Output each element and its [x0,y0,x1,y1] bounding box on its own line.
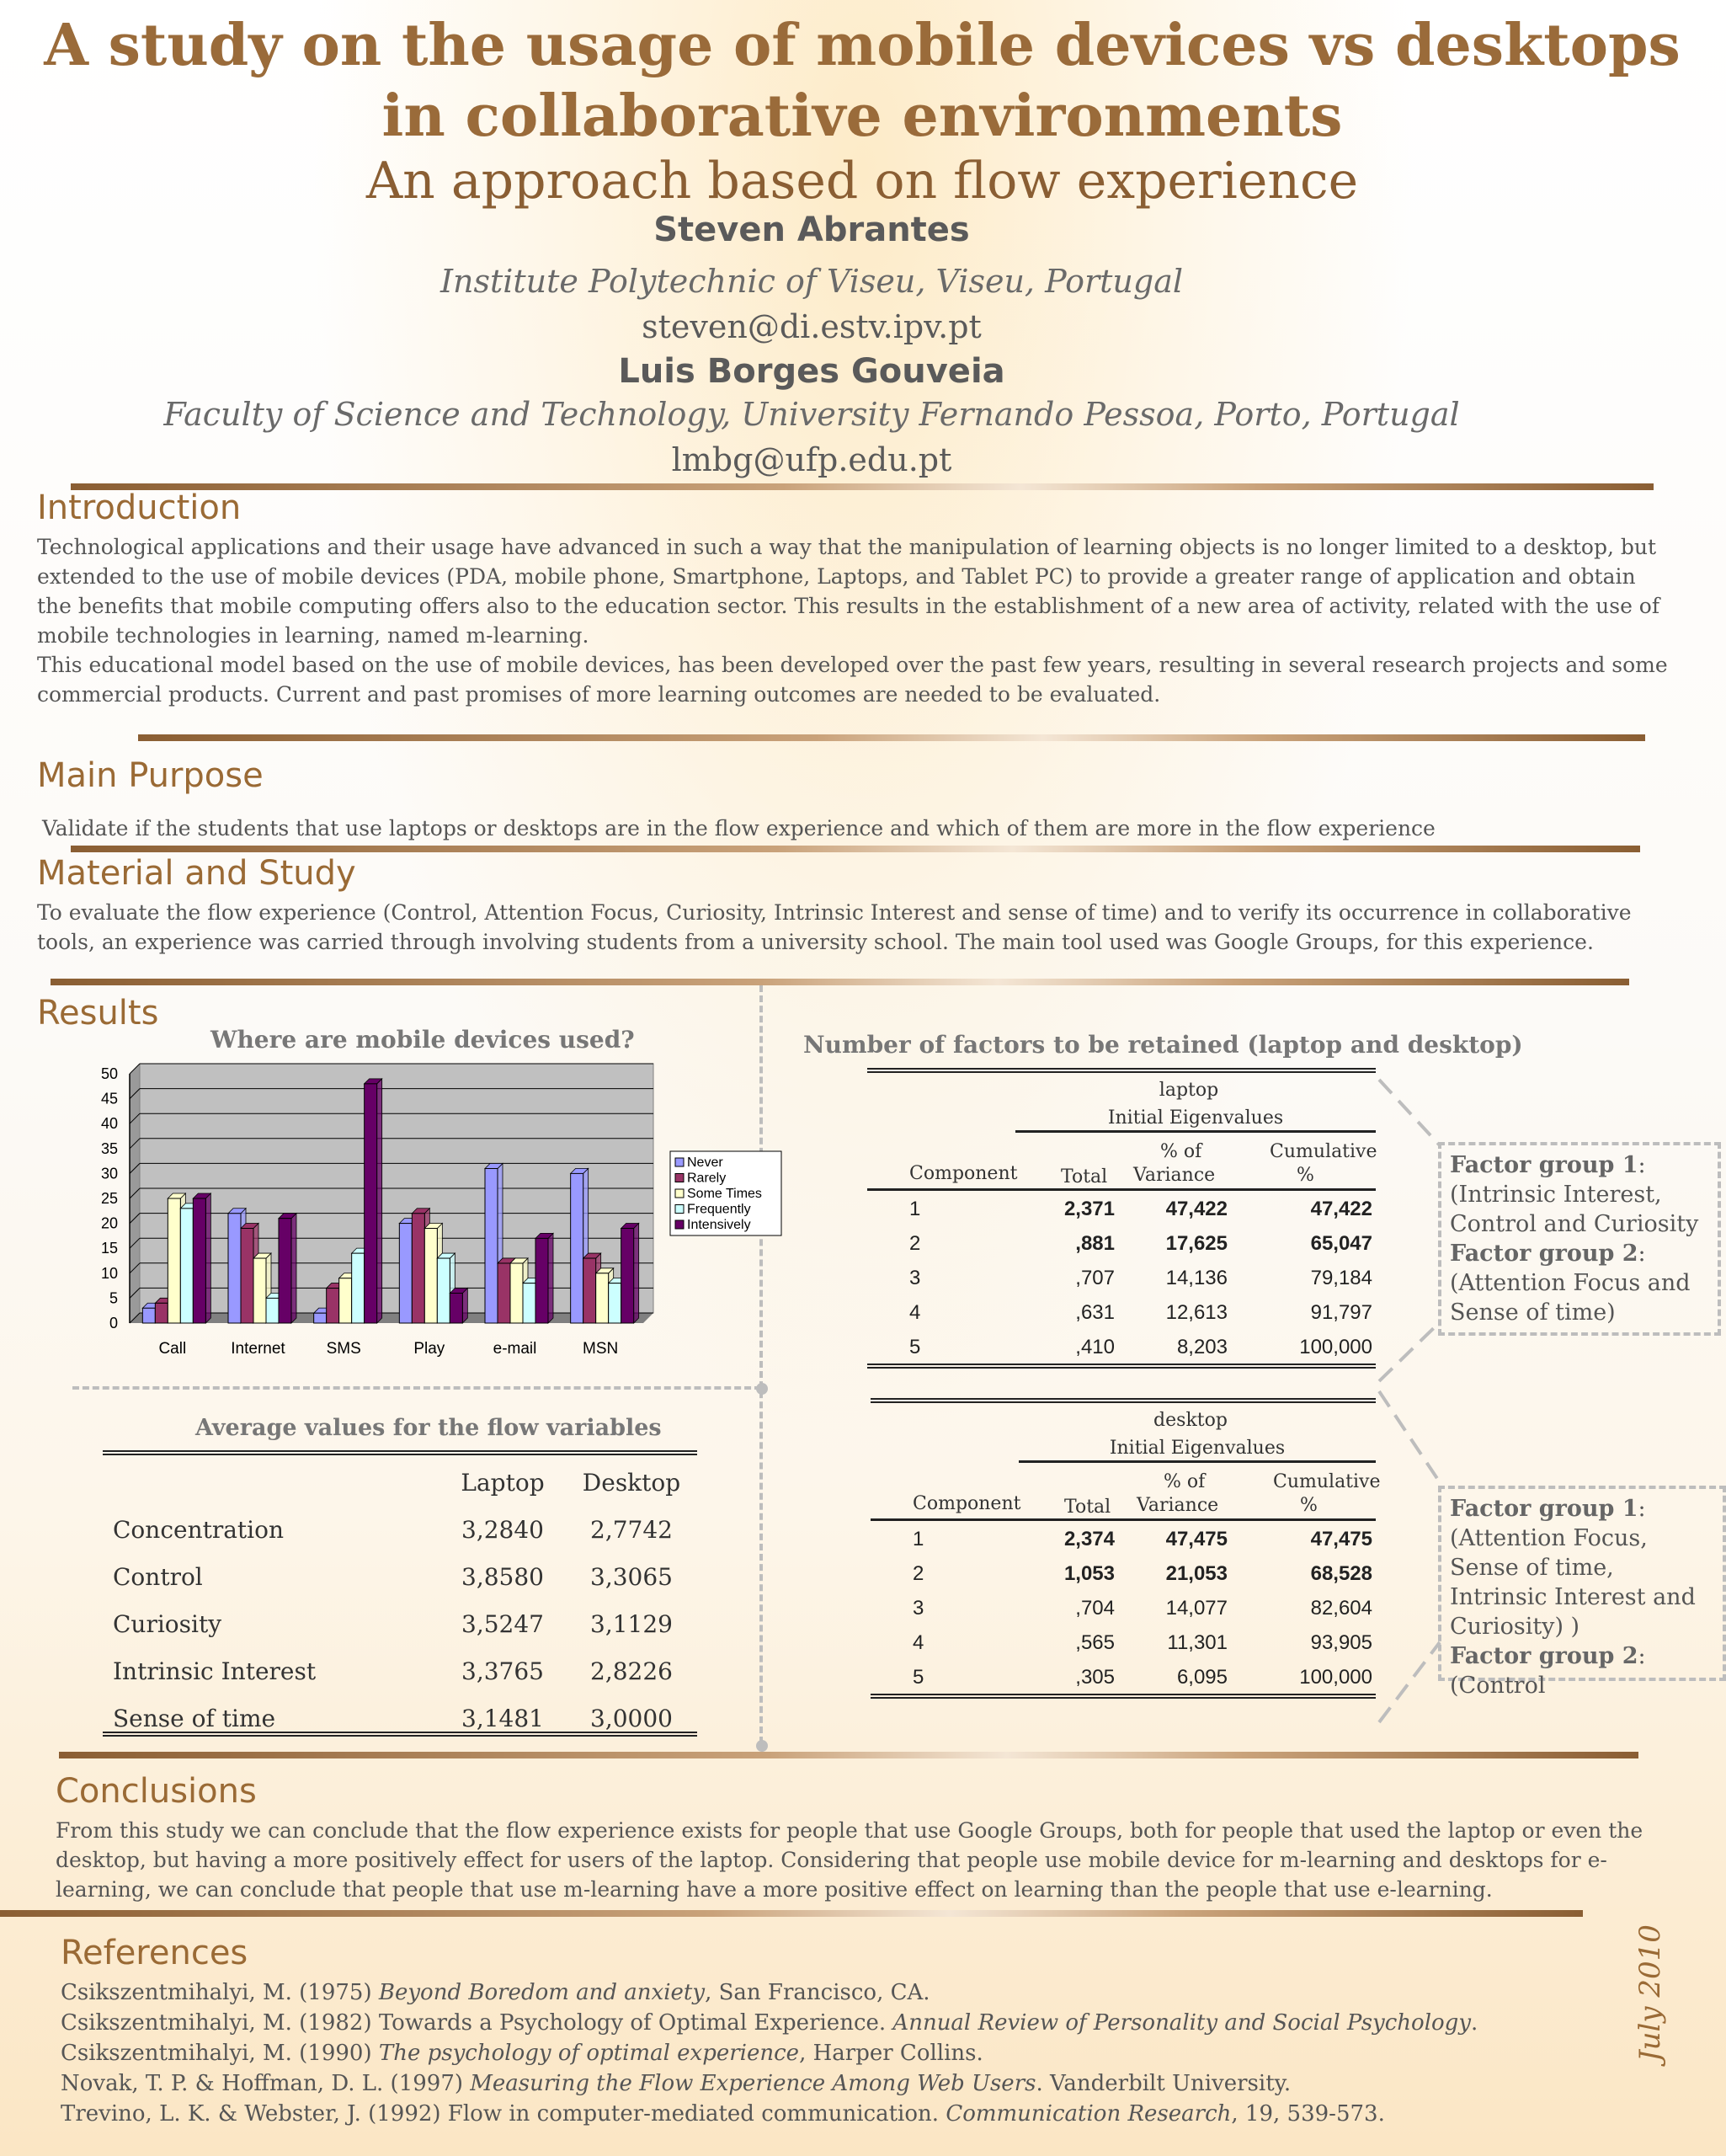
laptop-row-total: ,707 [1075,1267,1115,1289]
bar-side [462,1288,467,1323]
reference-work: Beyond Boredom and anxiety [378,1980,706,2005]
desktop-table-bottom-rule [871,1694,1376,1699]
x-category-label: MSN [583,1340,619,1358]
author-2-name: Luis Borges Gouveia [618,352,1005,391]
laptop-row-component: 1 [909,1198,921,1220]
desktop-table-top-rule [871,1398,1376,1403]
bar-intensively-e-mail [535,1238,548,1323]
material-study-text: To evaluate the flow experience (Control, Attention Focus, Curiosity, Intrinsic Interest and sense of time) and to verify its occurrence in collaborative tools, an experience was carried through involving students from a university school. The main tool used was Google Groups, for this experience. [37,900,1632,954]
y-tick-label: 15 [100,1240,118,1257]
connector-line [1379,1642,1440,1722]
conclusions-heading: Conclusions [56,1772,257,1811]
flow-row-desktop: 2,8226 [590,1657,673,1685]
laptop-factor-group-2: Factor group 2: [1450,1241,1646,1267]
laptop-row-component: 4 [909,1301,921,1324]
desktop-row-component: 1 [913,1528,924,1550]
laptop-factor-group-1: Factor group 1: [1450,1152,1646,1178]
reference-details: , San Francisco, CA. [705,1980,930,2005]
laptop-col-cum-2: % [1297,1165,1314,1186]
legend-label: Rarely [687,1171,727,1186]
bar-side [377,1079,382,1323]
flow-row-desktop: 3,0000 [590,1704,673,1732]
laptop-table-row [867,1294,1376,1329]
references-heading: References [61,1934,248,1972]
flow-table-empty-header [103,1459,439,1506]
flow-row-laptop: 3,8580 [461,1562,544,1591]
references-list [61,1977,1618,2129]
desktop-table-row [871,1556,1376,1590]
desktop-factor-group-1: Factor group 1: [1450,1496,1646,1522]
bar-rarely-call [155,1303,168,1323]
desktop-table-row [871,1590,1376,1625]
flow-row-label: Concentration [113,1515,285,1544]
laptop-col-pct-2: Variance [1133,1165,1216,1186]
y-tick-label: 5 [109,1289,118,1307]
bar-frequently-e-mail [523,1283,535,1323]
laptop-factor-group-2-text: (Attention Focus and Sense of time) [1450,1270,1691,1326]
laptop-table-row [867,1225,1376,1260]
author-2-affiliation: Faculty of Science and Technology, University Fernando Pessoa, Porto, Portugal [163,396,1460,433]
laptop-row-cum: 91,797 [1310,1301,1372,1324]
desktop-table-row [871,1659,1376,1694]
bar-never-e-mail [485,1168,498,1323]
desktop-row-pct: 47,475 [1165,1528,1228,1550]
author-1-email: steven@di.estv.ipv.pt [642,308,982,345]
flow-row-label: Curiosity [113,1609,222,1638]
flow-row-label: Control [113,1562,203,1591]
main-purpose-heading: Main Purpose [37,756,264,795]
flow-row-laptop: 3,5247 [461,1609,544,1638]
poster-date: July 2010 [1633,1924,1667,2062]
x-category-label: e-mail [493,1340,537,1358]
main-purpose-text: Validate if the students that use laptops or desktops are in the flow experience and which of them are more in the flow experience [42,816,1436,841]
bar-never-internet [228,1214,241,1323]
laptop-col-pct-1: % of [1160,1141,1202,1162]
flow-table-row [103,1600,697,1647]
material-study-heading: Material and Study [37,854,356,893]
legend-label: Some Times [687,1187,762,1201]
desktop-column-headers [871,1463,1381,1521]
desktop-row-cum: 93,905 [1310,1631,1372,1654]
bar-side [205,1193,210,1323]
laptop-row-pct: 12,613 [1165,1301,1228,1324]
bar-frequently-sms [352,1253,365,1323]
reference-authors: Novak, T. P. & Hoffman, D. L. (1997) [61,2071,471,2096]
flow-table-row [103,1647,697,1694]
desktop-row-component: 5 [913,1666,924,1689]
laptop-row-cum: 65,047 [1310,1232,1372,1255]
section-divider [0,1910,1583,1917]
desktop-row-pct: 14,077 [1165,1597,1228,1620]
desktop-col-cum-1: Cumulative [1273,1471,1381,1492]
reference-authors: Csikszentmihalyi, M. (1990) [61,2041,379,2066]
flow-row-label: Intrinsic Interest [113,1657,317,1685]
flow-row-desktop: 3,1129 [590,1609,673,1638]
laptop-row-total: ,881 [1075,1232,1115,1255]
reference-work: Measuring the Flow Experience Among Web Users [470,2071,1036,2096]
author-1-name: Steven Abrantes [653,211,970,249]
bar-rarely-play [412,1214,424,1323]
laptop-row-total: 2,371 [1063,1198,1115,1220]
reference-details: . [1471,2010,1478,2036]
bar-intensively-internet [279,1219,291,1323]
y-tick-label: 25 [100,1190,118,1207]
laptop-table-bottom-rule [867,1364,1376,1369]
laptop-row-component: 3 [909,1267,921,1289]
desktop-row-total: ,704 [1075,1597,1115,1620]
bar-rarely-internet [241,1229,253,1323]
bar-never-play [399,1224,412,1323]
bar-intensively-sms [365,1084,377,1323]
desktop-col-component: Component [913,1493,1021,1514]
connector-line [1379,1322,1440,1381]
desktop-row-component: 2 [913,1562,924,1585]
author-2-email: lmbg@ufp.edu.pt [671,441,952,478]
laptop-eigenvalues-table [867,1068,1376,1369]
bar-intensively-msn [621,1229,634,1323]
legend-swatch [675,1205,684,1214]
desktop-row-cum: 68,528 [1310,1562,1372,1585]
desktop-table-row [871,1521,1376,1556]
y-tick-label: 0 [109,1315,118,1331]
laptop-row-cum: 47,422 [1310,1198,1372,1220]
reference-item [61,1977,1618,2008]
flow-row-laptop: 3,3765 [461,1657,544,1685]
flow-table-top-rule [103,1450,697,1455]
introduction-paragraph-2: This educational model based on the use of mobile devices, has been developed over the past few years, resulting in several research projects and some commercial products. Current and past promises of more learning outcomes are needed to be evaluated. [37,653,1668,707]
desktop-row-pct: 6,095 [1176,1666,1228,1689]
separator-dot [756,1383,768,1395]
poster-title-line1: A study on the usage of mobile devices vs desktops [44,12,1681,79]
bar-some-times-msn [596,1273,609,1323]
bar-rarely-e-mail [498,1263,510,1323]
legend-swatch [675,1158,684,1166]
laptop-row-pct: 8,203 [1176,1336,1228,1358]
bar-never-call [142,1308,155,1323]
section-divider [138,734,1645,741]
bar-intensively-play [450,1293,462,1323]
connector-line [1379,1080,1440,1145]
laptop-row-pct: 14,136 [1165,1267,1228,1289]
section-divider [71,483,1654,490]
reference-details: , Harper Collins. [799,2041,983,2066]
reference-authors: Csikszentmihalyi, M. (1975) [61,1980,379,2005]
factor-group-1-label: Factor group 1 [1450,1152,1638,1178]
desktop-row-cum: 47,475 [1310,1528,1372,1550]
reference-details: . Vanderbilt University. [1036,2071,1292,2096]
desktop-row-pct: 21,053 [1165,1562,1228,1585]
section-divider [51,979,1629,985]
bar-some-times-sms [339,1278,352,1323]
x-category-label: Call [158,1340,187,1358]
results-heading: Results [37,994,159,1033]
laptop-factor-groups-box [1438,1142,1721,1336]
bar-some-times-call [168,1198,180,1323]
laptop-row-pct: 17,625 [1165,1232,1228,1255]
desktop-factor-group-1-text: (Attention Focus, Sense of time, Intrinsic Interest and Curiosity) ) [1450,1525,1696,1640]
reference-work: The psychology of optimal experience [378,2041,800,2066]
reference-authors: Csikszentmihalyi, M. (1982) Towards a Psychology of Optimal Experience. [61,2010,893,2036]
factor-group-2-label: Factor group 2 [1450,1643,1638,1669]
bar-side [634,1224,639,1323]
y-tick-label: 20 [100,1214,118,1232]
y-tick-label: 30 [100,1165,118,1182]
laptop-table-label: laptop [1159,1080,1219,1101]
desktop-row-total: 2,374 [1063,1528,1115,1550]
separator-dot [756,1740,768,1752]
laptop-row-component: 5 [909,1336,921,1358]
reference-item [61,2038,1618,2068]
flow-table-col-laptop: Laptop [461,1468,545,1497]
y-tick-label: 40 [100,1115,118,1133]
legend-label: Intensively [687,1218,751,1232]
section-divider [59,1752,1638,1758]
factor-group-1-label: Factor group 1 [1450,1496,1638,1522]
desktop-factor-group-2: Factor group 2: [1450,1643,1646,1669]
flow-table-row [103,1553,697,1600]
flow-table-col-desktop: Desktop [582,1468,681,1497]
bar-some-times-play [424,1229,437,1323]
reference-item [61,2099,1618,2129]
legend-label: Never [687,1155,723,1170]
reference-details: , 19, 539-573. [1231,2101,1385,2127]
flow-table-row [103,1506,697,1553]
laptop-row-total: ,410 [1075,1336,1115,1358]
laptop-table-top-rule [867,1068,1376,1073]
flow-row-label: Sense of time [113,1704,276,1732]
bar-frequently-msn [609,1283,621,1323]
x-category-label: SMS [326,1340,361,1358]
y-tick-label: 50 [100,1065,118,1082]
bar-rarely-sms [327,1289,339,1323]
flow-row-desktop: 3,3065 [590,1562,673,1591]
factor-group-2-label: Factor group 2 [1450,1241,1638,1267]
flow-row-laptop: 3,1481 [461,1704,544,1732]
factors-title: Number of factors to be retained (laptop and desktop) [803,1031,1523,1059]
laptop-col-total: Total [1061,1166,1108,1187]
mobile-usage-bar-chart [51,1057,762,1369]
bar-some-times-internet [253,1258,266,1323]
laptop-col-component: Component [909,1163,1018,1184]
y-tick-label: 45 [100,1090,118,1107]
laptop-row-component: 2 [909,1232,921,1255]
introduction-paragraph-1: Technological applications and their usage have advanced in such a way that the manipulation of learning objects is no longer limited to a desktop, but extended to the use of mobile devices (PDA, mobile phone, Smartphone, Laptops, and Tablet PC) to provide a greater range of application and obtain the benefits that mobile computing offers also to the education sector. This results in the establishment of a new area of activity, related with the use of mobile technologies in learning, named m-learning. [37,535,1660,648]
desktop-col-pct-1: % of [1164,1471,1206,1492]
laptop-row-cum: 100,000 [1299,1336,1372,1358]
laptop-eigen-header: Initial Eigenvalues [1015,1107,1376,1133]
poster-title-line2: in collaborative environments [381,83,1343,150]
y-tick-label: 35 [100,1139,118,1157]
laptop-row-cum: 79,184 [1310,1267,1372,1289]
desktop-row-total: ,305 [1075,1666,1115,1689]
reference-item [61,2068,1618,2099]
laptop-table-row [867,1260,1376,1294]
desktop-row-total: ,565 [1075,1631,1115,1654]
desktop-col-cum-2: % [1300,1495,1318,1516]
poster-subtitle: An approach based on flow experience [365,152,1359,211]
author-1-affiliation: Institute Polytechnic of Viseu, Viseu, Portugal [439,263,1184,300]
section-divider [71,846,1640,852]
bar-side [548,1233,553,1323]
flow-variables-table [103,1459,697,1742]
legend-swatch [675,1174,684,1182]
introduction-heading: Introduction [37,488,242,527]
laptop-table-row [867,1191,1376,1225]
desktop-row-component: 4 [913,1631,924,1654]
desktop-factor-group-2-text: (Control [1450,1673,1546,1699]
x-category-label: Play [413,1340,445,1358]
desktop-table-label: desktop [1153,1410,1228,1431]
x-category-label: Internet [231,1340,285,1358]
desktop-row-cum: 82,604 [1310,1597,1372,1620]
bar-side [291,1214,296,1323]
bar-frequently-call [180,1209,193,1323]
legend-swatch [675,1189,684,1198]
desktop-factor-groups-box [1438,1486,1726,1699]
flow-row-laptop: 3,2840 [461,1515,544,1544]
laptop-factor-group-1-text: (Intrinsic Interest, Control and Curiosity [1450,1182,1699,1237]
results-horizontal-separator [72,1386,761,1390]
bar-frequently-internet [266,1298,279,1323]
bar-never-sms [314,1313,327,1323]
desktop-eigenvalues-table [871,1398,1381,1699]
desktop-table-row [871,1625,1376,1659]
desktop-row-pct: 11,301 [1167,1631,1228,1654]
reference-work: Annual Review of Personality and Social Psychology [892,2010,1472,2036]
reference-item [61,2008,1618,2038]
legend-label: Frequently [687,1202,751,1217]
desktop-eigen-header: Initial Eigenvalues [1019,1438,1376,1463]
bar-never-msn [571,1173,583,1323]
laptop-row-pct: 47,422 [1165,1198,1228,1220]
flow-row-desktop: 2,7742 [590,1515,673,1544]
laptop-col-cum-1: Cumulative [1270,1141,1377,1162]
y-tick-label: 10 [100,1264,118,1282]
flow-table-title: Average values for the flow variables [195,1415,662,1441]
connector-line [1379,1391,1440,1482]
flow-table-bottom-rule [103,1732,697,1737]
reference-authors: Trevino, L. K. & Webster, J. (1992) Flow in computer-mediated communication. [61,2101,946,2127]
desktop-col-pct-2: Variance [1137,1495,1219,1516]
reference-work: Communication Research [946,2101,1232,2127]
laptop-row-total: ,631 [1075,1301,1115,1324]
bar-intensively-call [193,1198,205,1323]
legend-swatch [675,1220,684,1229]
conclusions-text: From this study we can conclude that the flow experience exists for people that use Google Groups, both for people that used the laptop or even the desktop, but having a more positively effect for users of the laptop. Considering that people use mobile device for m-learning and desktops for e-learning, we can conclude that people that use m-learning have a more positive effect on learning than the people that use e-learning. [56,1818,1643,1902]
results-vertical-separator [759,985,763,1743]
desktop-row-component: 3 [913,1597,924,1620]
bar-rarely-msn [583,1258,596,1323]
introduction-text [37,532,1670,709]
chart-title: Where are mobile devices used? [210,1026,635,1054]
bar-frequently-play [437,1258,450,1323]
laptop-table-row [867,1329,1376,1364]
bar-some-times-e-mail [510,1263,523,1323]
desktop-row-total: 1,053 [1063,1562,1115,1585]
desktop-col-total: Total [1064,1497,1111,1518]
desktop-row-cum: 100,000 [1299,1666,1372,1689]
laptop-column-headers [867,1133,1376,1191]
